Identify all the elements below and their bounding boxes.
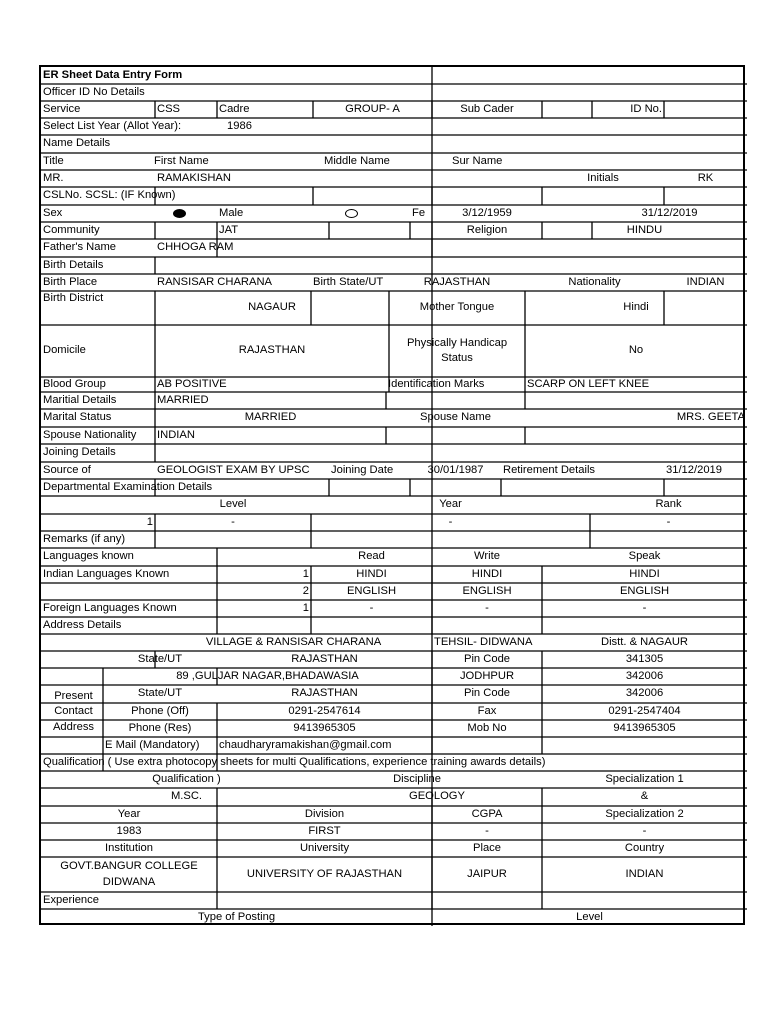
nationality-label: Nationality [568,275,621,288]
handicap-value: No [628,344,644,357]
sub-cader-label: Sub Cader [460,102,514,115]
select-list-value: 1986 [227,119,252,132]
lang-row-no: 1 [302,601,309,614]
exam-year: - [448,515,453,528]
birth-place-value: RANSISAR CHARANA [157,275,273,288]
exam-row-no: 1 [146,515,153,528]
qual-year-label: Year [117,807,141,820]
male-label: Male [219,206,244,219]
lang-read: HINDI [356,567,387,580]
university-value: UNIVERSITY OF RAJASTHAN [246,867,403,880]
lang-read: ENGLISH [346,584,397,597]
father-name-value: CHHOGA RAM [157,241,234,254]
birth-place-label: Birth Place [43,275,98,288]
service-value: CSS [157,102,181,115]
joining-date-label: Joining Date [331,463,394,476]
division-label: Division [304,807,345,820]
email-value: chaudharyramakishan@gmail.com [219,738,392,751]
qual-year-value: 1983 [116,824,142,837]
present-pin-top: 342006 [625,669,664,682]
birth-district-value: NAGAUR [248,301,296,314]
first-name-value: RAMAKISHAN [157,171,231,184]
id-marks-value: SCARP ON LEFT KNEE [527,377,650,390]
spouse-name-label: Spouse Name [420,411,491,424]
discipline-value: GEOLOGY [409,790,465,803]
experience-heading: Experience [43,893,99,906]
present-pin-value: 342006 [625,687,664,700]
nationality-value: INDIAN [686,275,725,288]
spouse-nationality-label: Spouse Nationality [43,428,137,441]
perm-pin-label: Pin Code [463,652,511,665]
title-label: Title [43,154,64,167]
joining-date-value: 30/01/1987 [427,463,484,476]
phone-res-label: Phone (Res) [128,721,192,734]
university-label: University [299,841,350,854]
mob-label: Mob No [467,721,507,734]
er-sheet-form [39,65,745,925]
mother-tongue-value: Hindi [623,301,649,314]
foreign-languages-label: Foreign Languages Known [43,601,177,614]
read-label: Read [358,550,385,563]
blood-group-value: AB POSITIVE [157,377,227,390]
marital-status-label: Marital Status [43,411,112,424]
spec2-value: - [642,824,647,837]
spec1-label: Specialization 1 [605,772,684,785]
lang-row-no: 1 [302,567,309,580]
qualification-value: M.SC. [170,790,203,803]
male-radio-selected-icon[interactable] [173,209,186,218]
name-details-heading: Name Details [43,137,111,150]
lang-speak: - [642,601,647,614]
domicile-value: RAJASTHAN [238,344,306,357]
present-address-line: 89 ,GULJAR NAGAR,BHADAWASIA [176,669,359,682]
tehsil-value: TEHSIL- DIDWANA [434,635,533,648]
title-value: MR. [43,171,64,184]
sur-name-label: Sur Name [452,154,503,167]
spouse-name-value: MRS. GEETA [676,411,745,424]
date-two: 31/12/2019 [641,206,698,219]
female-label: Fe [412,206,426,219]
retirement-label: Retirement Details [503,463,596,476]
first-name-label: First Name [154,154,209,167]
spec2-label: Specialization 2 [605,807,684,820]
community-label: Community [43,223,100,236]
officer-id-heading: Officer ID No Details [43,85,145,98]
perm-state-value: RAJASTHAN [291,652,358,665]
spouse-nationality-value: INDIAN [157,428,195,441]
discipline-label: Discipline [393,772,441,785]
retirement-value: 31/12/2019 [666,463,722,476]
id-marks-label: Identification Marks [388,377,485,390]
lang-speak: ENGLISH [619,584,670,597]
country-value: INDIAN [625,867,664,880]
date-of-birth: 3/12/1959 [462,206,512,219]
blood-group-label: Blood Group [43,377,106,390]
division-value: FIRST [308,824,341,837]
present-city: JODHPUR [459,669,515,682]
year-label: Year [439,498,462,511]
cgpa-label: CGPA [471,807,503,820]
speak-label: Speak [628,550,661,563]
lang-write: - [485,601,489,614]
present-contact-address-label: Present Contact Address [52,690,95,733]
birth-district-label: Birth District [43,292,104,305]
religion-value: HINDU [626,223,663,236]
source-value: GEOLOGIST EXAM BY UPSC [157,463,310,476]
initials-value: RK [697,171,714,184]
cadre-label: Cadre [219,102,250,115]
birth-heading: Birth Details [43,258,104,271]
lang-write: ENGLISH [462,584,512,597]
community-value: JAT [219,223,239,236]
present-state-label: State/UT [137,687,183,700]
religion-label: Religion [466,223,508,236]
country-label: Country [624,841,665,854]
marital-details-value: MARRIED [157,393,209,406]
service-label: Service [43,102,81,115]
handicap-label: Physically Handicap Status [406,336,508,364]
indian-languages-label: Indian Languages Known [43,567,170,580]
exam-rank: - [666,515,671,528]
type-of-posting-label: Type of Posting [197,910,276,923]
sex-label: Sex [43,206,63,219]
languages-known-label: Languages known [43,550,134,563]
present-pin-label: Pin Code [463,687,511,700]
present-state-value: RAJASTHAN [291,687,358,700]
experience-level-label: Level [576,910,603,923]
middle-name-label: Middle Name [324,154,390,167]
remarks-label: Remarks (if any) [43,532,126,545]
select-list-label: Select List Year (Allot Year): [43,119,182,132]
cgpa-value: - [485,824,489,837]
place-value: JAIPUR [467,867,507,880]
institution-label: Institution [105,841,153,854]
fax-label: Fax [477,704,497,717]
district-value: Distt. & NAGAUR [600,635,689,648]
father-name-label: Father's Name [43,241,117,254]
mob-value: 9413965305 [613,721,676,734]
female-radio-icon[interactable] [345,209,358,218]
csl-label: CSLNo. SCSL: (IF Known) [43,189,176,202]
marital-status-value: MARRIED [244,411,297,424]
initials-label: Initials [587,171,619,184]
write-label: Write [474,550,500,563]
lang-write: HINDI [471,567,503,580]
source-label: Source of [43,463,91,476]
dept-exam-heading: Departmental Examination Details [43,480,213,493]
email-label: E Mail (Mandatory) [105,738,200,751]
phone-off-value: 0291-2547614 [288,704,361,717]
birth-state-label: Birth State/UT [313,275,384,288]
address-heading: Address Details [43,618,122,631]
lang-speak: HINDI [629,567,660,580]
place-label: Place [473,841,501,854]
perm-state-label: State/UT [137,652,183,665]
lang-row-no: 2 [302,584,309,597]
qualification-heading: Qualification ( Use extra photocopy sheets for multi Qualifications, experience training awards details) [43,755,546,768]
institution-value: GOVT.BANGUR COLLEGE DIDWANA [60,860,198,888]
level-label: Level [219,498,247,511]
exam-level: - [231,515,235,528]
fax-value: 0291-2547404 [608,704,681,717]
phone-off-label: Phone (Off) [131,704,189,717]
mother-tongue-label: Mother Tongue [419,301,495,314]
id-no-label: ID No. [630,102,662,115]
rank-label: Rank [655,498,682,511]
qualification-label: Qualification ) [152,772,221,785]
marital-details-label: Maritial Details [43,393,117,406]
spec1-value: & [640,790,649,803]
joining-heading: Joining Details [43,446,116,459]
domicile-label: Domicile [43,344,86,357]
lang-read: - [369,601,374,614]
permanent-address-line: VILLAGE & RANSISAR CHARANA [205,635,382,648]
phone-res-value: 9413965305 [293,721,356,734]
birth-state-value: RAJASTHAN [423,275,491,288]
perm-pin-value: 341305 [625,652,664,665]
cadre-value: GROUP- A [345,102,400,115]
form-title: ER Sheet Data Entry Form [43,68,183,81]
